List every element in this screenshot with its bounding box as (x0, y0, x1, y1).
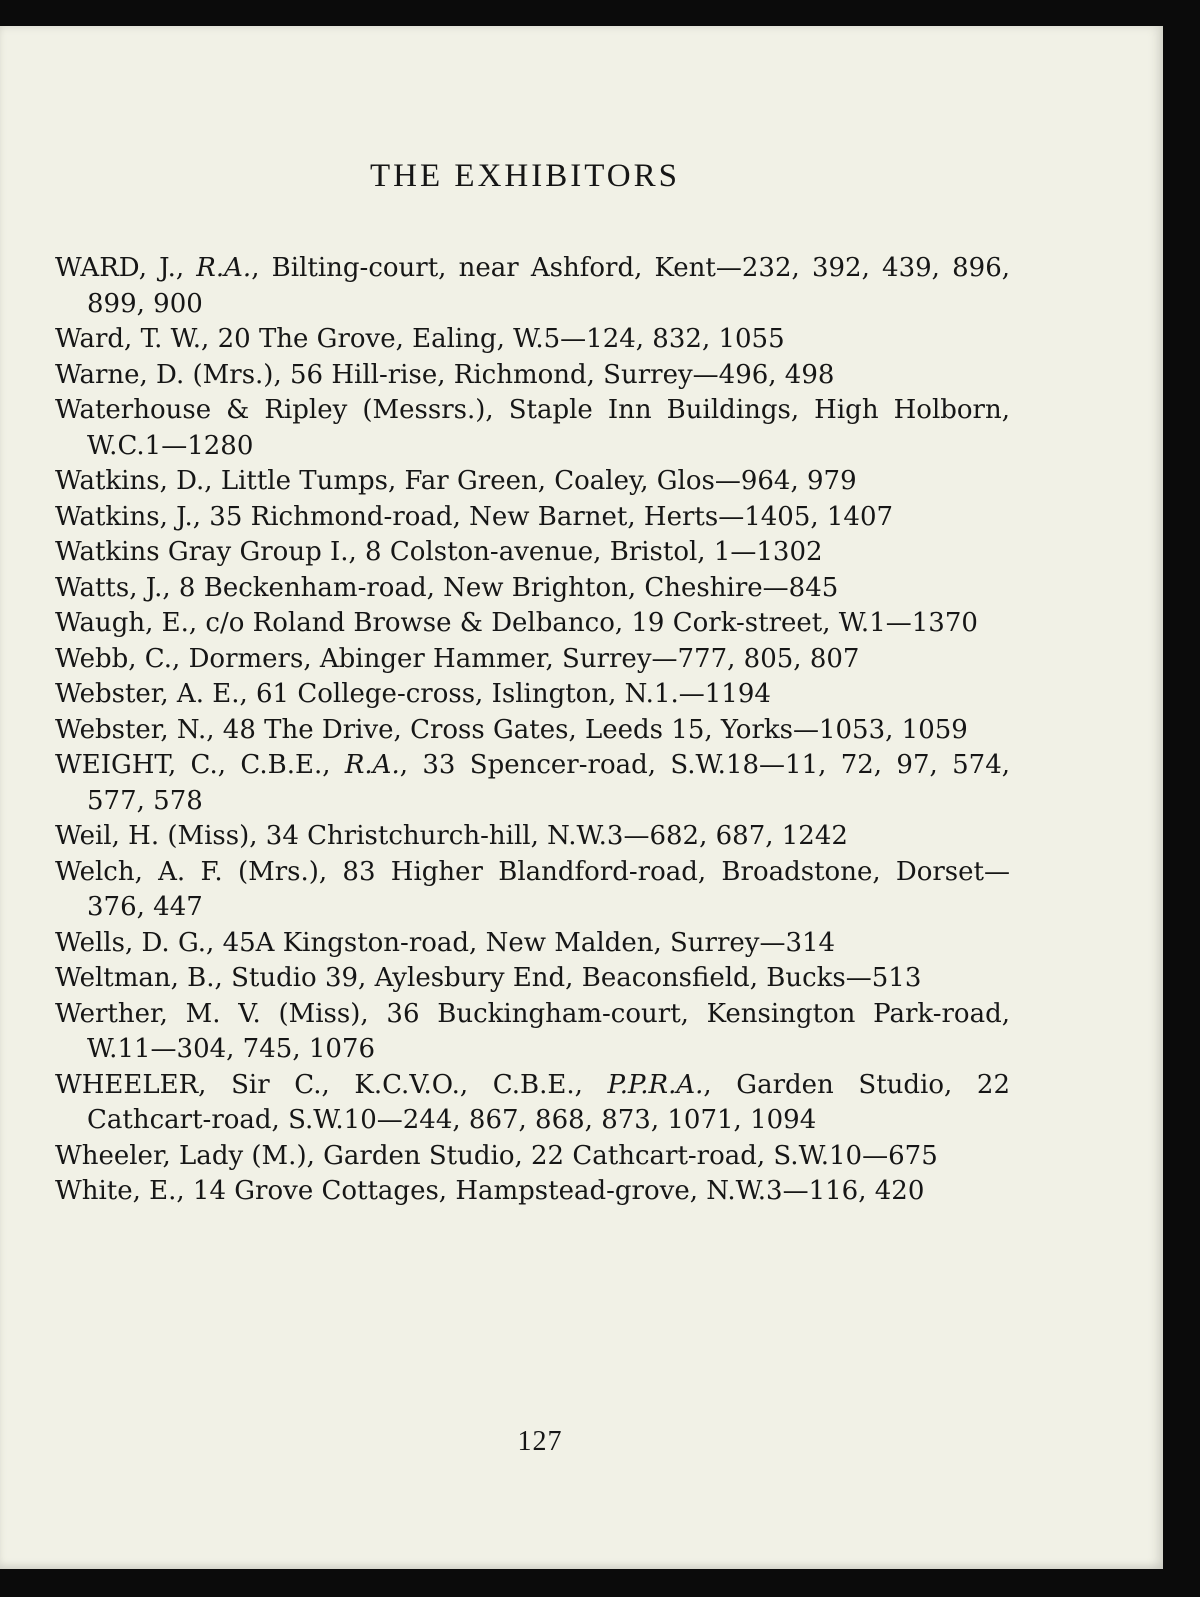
exhibitor-entry (55, 358, 1010, 394)
exhibitor-entry (55, 819, 1010, 855)
exhibitor-honour: R.A. (344, 750, 400, 780)
exhibitor-name: Weil, H. (Miss), (55, 821, 258, 851)
exhibitor-honour: P.P.R.A. (607, 1069, 704, 1100)
exhibitor-name: Wells, D. G., (55, 927, 215, 958)
exhibitor-address: 34 Christchurch-hill, N.W.3 (257, 821, 624, 851)
exhibitor-name: Webster, A. E., (55, 679, 248, 709)
catalogue-numbers: 777, 805, 807 (677, 643, 860, 674)
exhibitor-entry (55, 571, 1010, 607)
exhibitor-address: 56 Hill-rise, Richmond, Surrey (281, 359, 693, 390)
exhibitor-entry (55, 713, 1010, 749)
catalogue-numbers: 1405, 1407 (744, 501, 894, 532)
exhibitor-address: 8 Beckenham-road, New Brighton, Cheshire (170, 572, 763, 603)
catalogue-numbers: 11, 72, 97, 574, 577, 578 (87, 750, 1010, 816)
catalogue-numbers: 376, 447 (87, 892, 203, 922)
exhibitor-address: 14 Grove Cottages, Hampstead-grove, N.W.3 (184, 1176, 783, 1206)
em-dash: — (715, 253, 742, 283)
exhibitor-address: 20 The Grove, Ealing, W.5 (209, 324, 561, 354)
exhibitor-address: Staple Inn Buildings, High Holborn, W.C.1 (87, 395, 1010, 461)
catalogue-numbers: 304, 745, 1076 (176, 1034, 376, 1064)
em-dash: — (759, 750, 786, 780)
exhibitor-address: Dormers, Abinger Hammer, Surrey (180, 643, 652, 674)
exhibitor-entry (55, 997, 1010, 1068)
em-dash: — (718, 501, 745, 532)
em-dash: — (983, 856, 1010, 887)
exhibitor-name: Watkins, J., (55, 501, 202, 532)
em-dash: — (845, 963, 872, 993)
exhibitor-address: , Bilting-court, near Ashford, Kent (251, 253, 716, 283)
exhibitor-name: WARD, J., (55, 253, 185, 283)
em-dash: — (782, 1176, 809, 1206)
exhibitor-address: 61 College-cross, Islington, N.1. (247, 679, 679, 709)
exhibitor-name: Webb, C., (55, 643, 181, 674)
exhibitor-entry (55, 748, 1010, 819)
catalogue-numbers: 232, 392, 439, 896, 899, 900 (87, 253, 1011, 319)
em-dash: — (762, 572, 789, 603)
exhibitor-address: , 33 Spencer-road, S.W.18 (399, 750, 760, 780)
exhibitor-name: WHEELER, Sir C., K.C.V.O., C.B.E., (55, 1069, 583, 1100)
catalogue-numbers: 1280 (187, 430, 254, 461)
page-number: 127 (517, 1426, 563, 1457)
em-dash: — (161, 430, 188, 461)
exhibitor-address: Little Tumps, Far Green, Coaley, Glos (212, 466, 715, 496)
exhibitor-entry (55, 926, 1010, 962)
em-dash: — (651, 643, 678, 674)
exhibitor-entry (55, 961, 1010, 997)
em-dash: — (792, 714, 819, 745)
catalogue-numbers: 682, 687, 1242 (649, 821, 848, 851)
catalogue-numbers: 116, 420 (808, 1176, 925, 1206)
exhibitor-entry (55, 677, 1010, 713)
catalogue-numbers: 675 (888, 1140, 938, 1171)
exhibitor-entry (55, 322, 1010, 358)
book-page (0, 26, 1163, 1569)
exhibitor-name: Welch, A. F. (Mrs.), (55, 856, 328, 887)
em-dash: — (714, 466, 741, 496)
catalogue-numbers: 513 (871, 963, 922, 993)
em-dash: — (885, 608, 912, 638)
exhibitor-entry (55, 535, 1010, 571)
exhibitor-list (55, 251, 1010, 1210)
em-dash: — (730, 537, 757, 567)
exhibitor-address: 48 The Drive, Cross Gates, Leeds 15, Yorks (214, 714, 793, 745)
exhibitor-address: 8 Colston-avenue, Bristol, 1 (356, 537, 731, 567)
exhibitor-honour: R.A. (196, 253, 252, 283)
exhibitor-address: 45A Kingston-road, New Malden, Surrey (214, 927, 760, 958)
exhibitor-name: Wheeler, Lady (M.), (55, 1140, 315, 1171)
em-dash: — (759, 927, 786, 958)
exhibitor-entry (55, 251, 1010, 322)
catalogue-numbers: 964, 979 (740, 466, 857, 496)
catalogue-numbers: 496, 498 (718, 359, 835, 390)
exhibitor-address: c/o Roland Browse & Delbanco, 19 Cork-street, W.1 (197, 608, 886, 638)
em-dash: — (150, 1034, 177, 1064)
exhibitor-name: Watts, J., (55, 572, 171, 603)
exhibitor-address: 83 Higher Blandford-road, Broadstone, Dorset (327, 856, 984, 887)
em-dash: — (376, 1105, 403, 1135)
exhibitor-entry (55, 606, 1010, 642)
catalogue-numbers: 1302 (756, 537, 823, 567)
exhibitor-entry (55, 855, 1010, 926)
exhibitor-entry (55, 393, 1010, 464)
exhibitor-name: Weltman, B., (55, 963, 223, 993)
catalogue-numbers: 1370 (911, 608, 978, 638)
exhibitor-entry (55, 642, 1010, 678)
exhibitor-name: WEIGHT, C., C.B.E., (55, 750, 331, 780)
exhibitor-entry (55, 464, 1010, 500)
exhibitor-address: Garden Studio, 22 Cathcart-road, S.W.10 (314, 1140, 863, 1171)
catalogue-numbers: 244, 867, 868, 873, 1071, 1094 (402, 1105, 817, 1135)
exhibitor-name: White, E., (55, 1176, 185, 1206)
exhibitor-name: Ward, T. W., (55, 324, 210, 354)
exhibitor-name: Werther, M. V. (Miss), (55, 998, 369, 1029)
exhibitor-entry (55, 1139, 1010, 1175)
exhibitor-entry (55, 1174, 1010, 1210)
exhibitor-name: Waugh, E., (55, 608, 198, 638)
exhibitor-address: 36 Buckingham-court, Kensington Park-road, W.11 (87, 998, 1010, 1064)
exhibitor-name: Watkins Gray Group I., (55, 537, 357, 567)
exhibitor-name: Warne, D. (Mrs.), (55, 359, 282, 390)
exhibitor-address: 35 Richmond-road, New Barnet, Herts (201, 501, 719, 532)
exhibitor-address: , Garden Studio, 22 Cathcart-road, S.W.10 (87, 1069, 1011, 1135)
catalogue-numbers: 1053, 1059 (818, 714, 968, 745)
exhibitor-name: Watkins, D., (55, 466, 213, 496)
catalogue-numbers: 845 (788, 572, 839, 603)
em-dash: — (623, 821, 650, 851)
exhibitor-entry (55, 1068, 1010, 1139)
exhibitor-address: Studio 39, Aylesbury End, Beaconsfield, Bucks (222, 963, 846, 993)
catalogue-numbers: 314 (785, 927, 836, 958)
catalogue-numbers: 124, 832, 1055 (586, 324, 785, 354)
em-dash: — (862, 1140, 889, 1171)
exhibitor-name: Waterhouse & Ripley (Messrs.), (55, 395, 494, 425)
exhibitor-name: Webster, N., (55, 714, 215, 745)
em-dash: — (560, 324, 587, 354)
exhibitor-entry (55, 500, 1010, 536)
page-title: THE EXHIBITORS (370, 158, 680, 194)
em-dash: — (692, 359, 719, 390)
em-dash: — (678, 679, 705, 709)
catalogue-numbers: 1194 (704, 679, 771, 709)
